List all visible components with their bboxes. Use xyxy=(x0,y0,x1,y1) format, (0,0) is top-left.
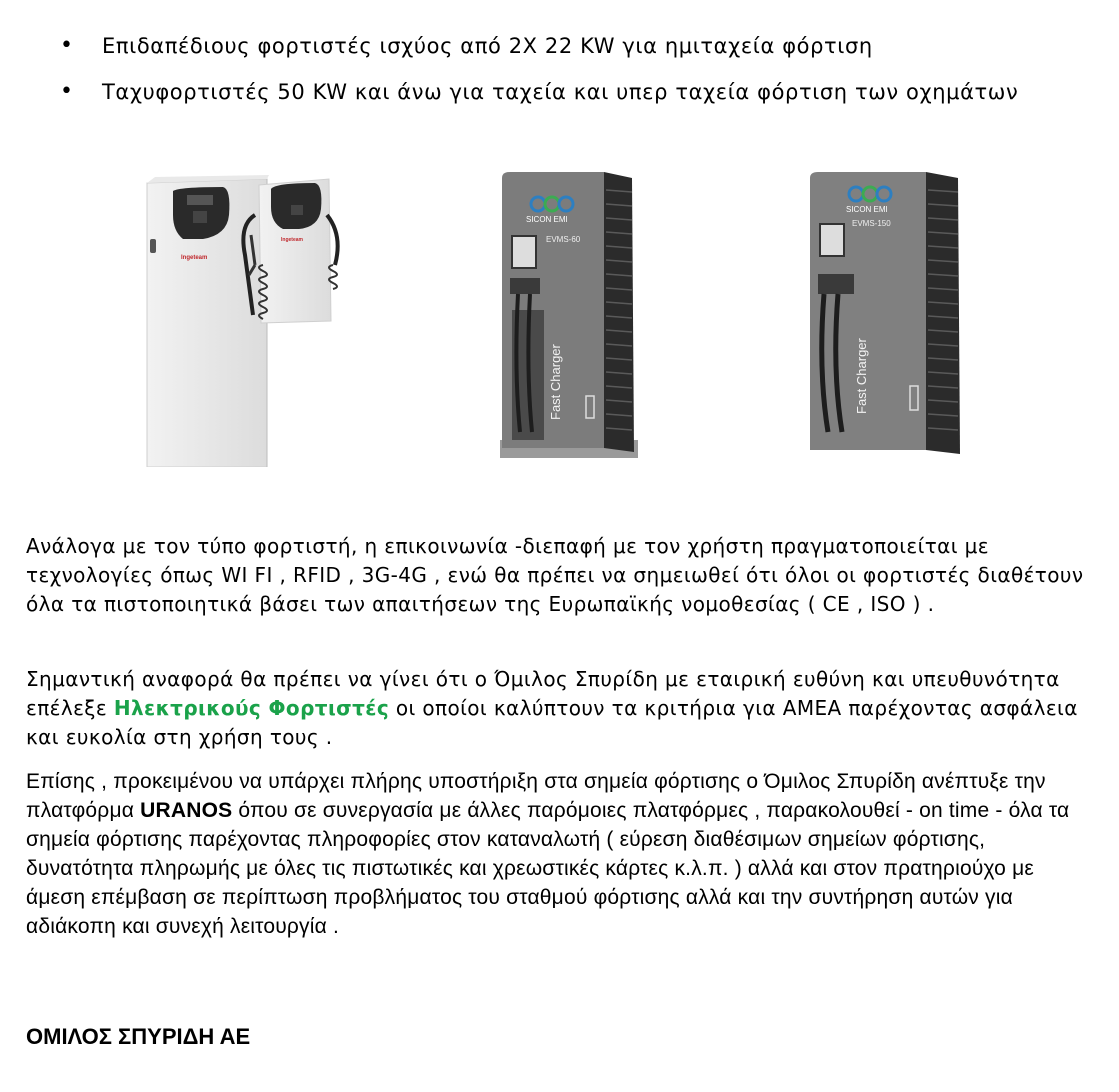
bullet-item-floor-chargers: • Επιδαπέδιους φορτιστές ισχύος από 2X 22 KW για ημιταχεία φόρτιση xyxy=(60,30,1018,76)
paragraph-communication: Ανάλογα με τον τύπο φορτιστή, η επικοινωνία -διεπαφή με τον χρήστη πραγματοποιείται με τεχνολογίες όπως WI FI , RFID , 3G-4G , ενώ θα πρέπει να σημειωθεί ότι όλοι οι φορτιστές διαθέτουν όλα τα πιστοποιητικά βάσει των απαιτήσεων της Ευρωπαϊκής νομοθεσίας ( CE , ISO ) . xyxy=(26,534,1084,616)
model-label: EVMS-60 xyxy=(546,235,581,244)
model-label: EVMS-150 xyxy=(852,219,891,228)
ingeteam-logo: Ingeteam xyxy=(181,255,208,261)
ac-charger-image xyxy=(143,175,343,467)
bullet-item-fast-chargers: • Ταχυφορτιστές 50 KW και άνω για ταχεία και υπερ ταχεία φόρτιση των οχημάτων xyxy=(60,76,1018,122)
paragraph-text: όπου σε συνεργασία με άλλες παρόμοιες πλατφόρμες , παρακολουθεί - on time - όλα τα σημεία φόρτισης παρέχοντας πληροφορίες στον καταναλωτή ( εύρεση διαθέσιμων σημείων φόρτισης, δυνατότητα πληρωμής με όλες τις πιστωτικές και χρεωστικές κάρτες κ.λ.π. ) αλλά και στον πρατηριούχο με άμεση επέμβαση σε περίπτωση προβλήματος του σταθμού φόρτισης αλλά και την συντήρηση αυτών για αδιάκοπη και συνεχή λειτουργία . xyxy=(26,799,1070,938)
company-name-footer: ΟΜΙΛΟΣ ΣΠΥΡΙΔΗ ΑΕ xyxy=(26,1024,251,1049)
fast-charger-text: Fast Charger xyxy=(548,344,563,420)
fast-charger-text: Fast Charger xyxy=(854,338,869,414)
bullet-list xyxy=(60,30,1018,122)
sicon-logo-text: SICON EMI xyxy=(846,205,888,214)
uranos-platform-name: URANOS xyxy=(140,799,233,822)
sicon-logo-text: SICON EMI xyxy=(526,215,568,224)
evms60-charger-image xyxy=(500,170,640,462)
ingeteam-logo-wall: Ingeteam xyxy=(281,237,303,243)
paragraph-uranos-platform xyxy=(26,767,1096,941)
paragraph-chargers-choice xyxy=(26,665,1086,752)
evms150-charger-image xyxy=(798,170,968,464)
paragraph-text: Επίσης , προκειμένου να υπάρχει πλήρης υποστήριξη στα σημεία φόρτισης ο Όμιλος Σπυρίδη ανέπτυξε την πλατφόρμα xyxy=(26,770,1046,822)
paragraph-text: οι οποίοι καλύπτουν τα κριτήρια για ΑΜΕΑ παρέχοντας ασφάλεια και ευκολία στη χρήση τους . xyxy=(26,696,1078,749)
highlight-electric-chargers: Ηλεκτρικούς Φορτιστές xyxy=(113,696,390,720)
paragraph-text: Σημαντική αναφορά θα πρέπει να γίνει ότι ο Όμιλος Σπυρίδη με εταιρική ευθύνη και υπευθυνότητα επέλεξε xyxy=(26,667,1060,720)
